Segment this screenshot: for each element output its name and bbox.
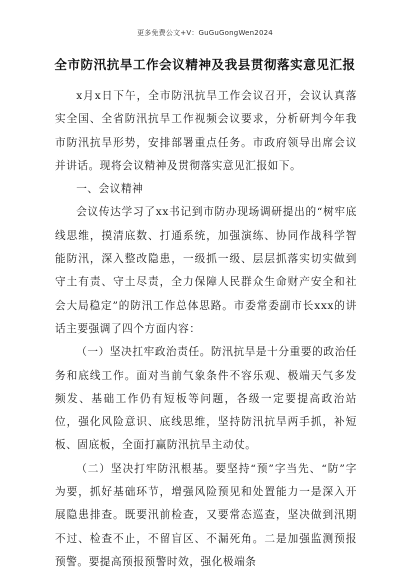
section-heading: 一、会议精神	[76, 183, 144, 196]
body-paragraph: （一）坚决扛牢政治责任。防汛抗旱是十分重要的政治任务和底线工作。面对当前气象条件不容乐观、极端天气多发频发、基础工作仍有短板等问题，各级一定要提高政治站位，强化风险意识、底线思维，坚持防汛抗旱两手抓，补短板、固底板，全面打赢防汛抗旱主动仗。	[55, 346, 357, 452]
document-title: 全市防汛抗旱工作会议精神及我县贯彻落实意见汇报	[54, 57, 356, 72]
header-note: 更多免费公文+V：GuGuGongWen2024	[137, 29, 273, 37]
body-paragraph: （二）坚决打牢防汛根基。要坚持“预”字当先、“防”字为要，抓好基础环节，增强风险预见和处置能力一是深入开展隐患排查。既要汛前检查，又要常态巡查，坚决做到汛期不过、检查不止，不留盲区、不漏死角。二是加强监测预报预警。要提高预报预警时效，强化极端条	[55, 462, 357, 568]
intro-paragraph: x月x日下午，全市防汛抗旱工作会议召开，会议认真落实全国、全省防汛抗旱工作视频会议要求，分析研判今年我市防汛抗旱形势，安排部署重点任务。市政府领导出席会议并讲话。现将会议精神及贯彻落实意见汇报如下。	[55, 90, 357, 172]
body-paragraph: 会议传达学习了xx书记到市防办现场调研提出的“树牢底线思维，摸清底数、打通系统，加强演练、协同作战科学智能防汛，深入整改隐患，一级抓一级、层层抓落实切实做到守土有责、守土尽责，全力保障人民群众生命财产安全和社会大局稳定”的防汛工作总体思路。市委常委副市长xxx的讲话主要强调了四个方面内容：	[55, 206, 357, 335]
document-body	[55, 85, 357, 574]
